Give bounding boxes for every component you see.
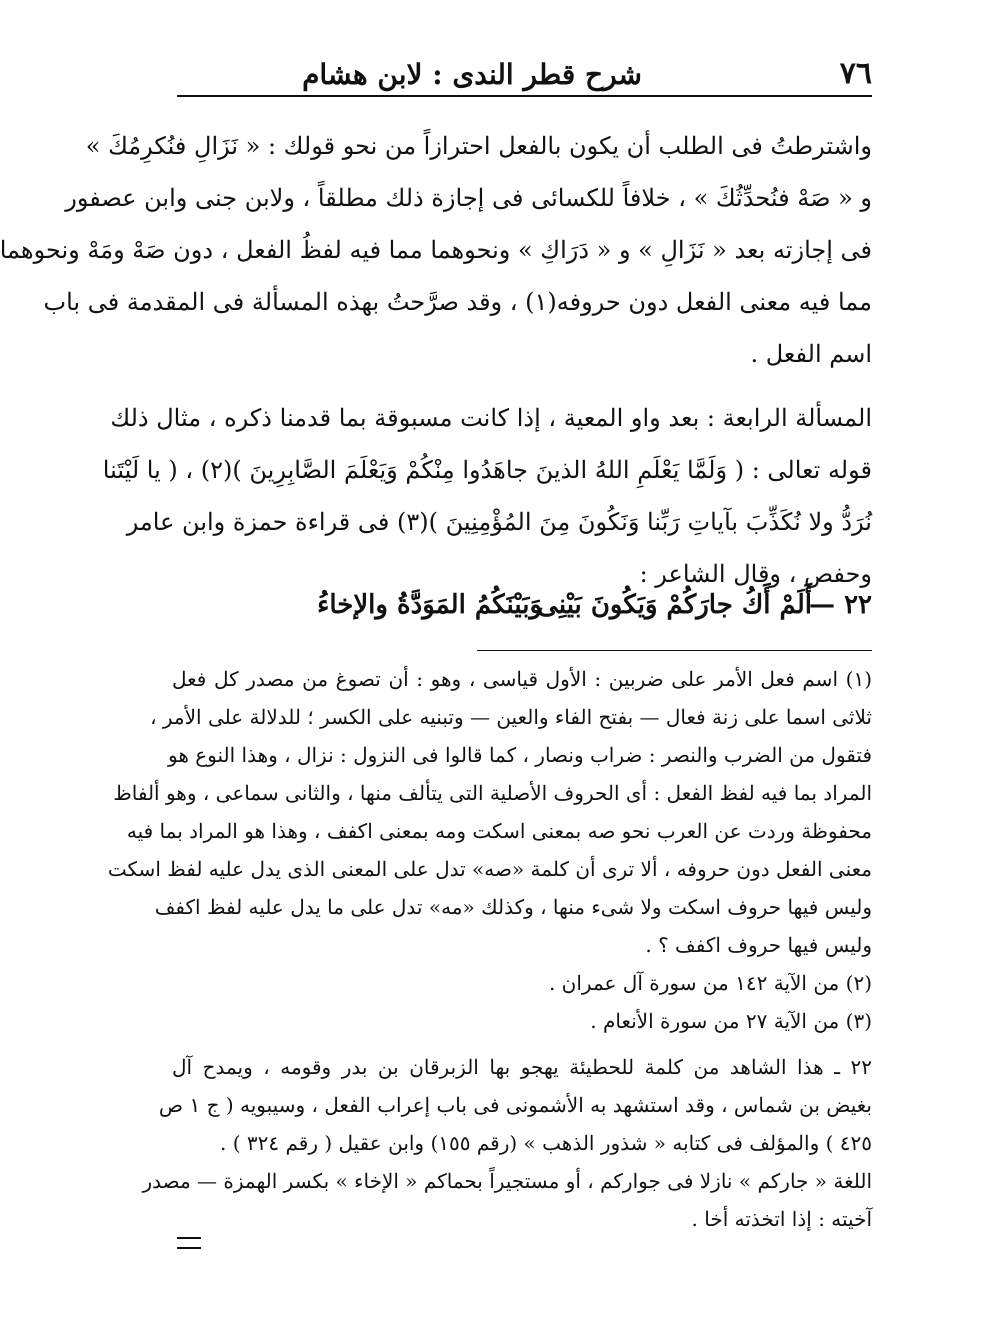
- footnote-line: المراد بما فيه لفظ الفعل : أى الحروف الأصلية التى يتألف منها ، والثانى سماعى ، وهو ألفاظ: [113, 781, 872, 805]
- header-rule: [177, 95, 872, 97]
- footnote-line: محفوظة وردت عن العرب نحو صه بمعنى اسكت ومه بمعنى اكفف ، وهذا هو المراد بما فيه: [126, 819, 872, 843]
- text-line: وحفص ، وقال الشاعر :: [639, 560, 872, 588]
- page-number: ٧٦: [839, 56, 872, 91]
- text-line: المسألة الرابعة : بعد واو المعية ، إذا كانت مسبوقة بما قدمنا ذكره ، مثال ذلك: [110, 404, 872, 432]
- running-title: شرح قطر الندى : لابن هشام: [302, 58, 642, 91]
- footnote-line: آخيته : إذا اتخذته أخا .: [691, 1207, 872, 1231]
- footnote-separator: [477, 650, 872, 651]
- main-text: [0, 120, 872, 600]
- footnote-line: ثلاثى اسما على زنة فعال — بفتح الفاء والعين — وتبنيه على الكسر ؛ للدلالة على الأمر ،: [150, 705, 872, 729]
- footnotes: [107, 660, 872, 1238]
- footnote-line: ٤٢٥ ) والمؤلف فى كتابه « شذور الذهب » (رقم ١٥٥) وابن عقيل ( رقم ٣٢٤ ) .: [219, 1131, 872, 1155]
- text-line: نُرَدُّ ولا نُكَذِّبَ بآياتِ رَبِّنا وَنَكُونَ مِنَ المُؤْمِنِينَ )(٣) فى قراءة حمزة وابن عامر: [126, 508, 872, 536]
- footnote-line: وليس فيها حروف اسكت ولا شىء منها ، وكذلك «مه» تدل على ما يدل عليه لفظ اكفف: [154, 895, 872, 919]
- verse-second-hemistich: وَبَيْنَكُمُ المَوَدَّةُ والإخاءُ: [317, 590, 542, 620]
- verse-first-hemistich: أَلَمْ أَكُ جارَكُمْ وَيَكُونَ بَيْنِى: [537, 590, 812, 620]
- footnote-line: معنى الفعل دون حروفه ، ألا ترى أن كلمة «صه» تدل على المعنى الذى يدل عليه لفظ اسكت: [107, 857, 872, 881]
- poetry-verse: [172, 590, 872, 638]
- footnote-line: (٣) من الآية ٢٧ من سورة الأنعام .: [590, 1009, 872, 1033]
- text-line: و « صَهْ فنُحدِّثُكَ » ، خلافاً للكسائى فى إجازة ذلك مطلقاً ، ولابن جنى وابن عصفور: [65, 184, 872, 212]
- footnote-line: ٢٢ ـ هذا الشاهد من كلمة للحطيئة يهجو بها الزبرقان بن بدر وقومه ، ويمدح آل: [172, 1055, 872, 1079]
- text-line: واشترطتُ فى الطلب أن يكون بالفعل احترازاً من نحو قولك : « نَزَالِ فنُكرِمُكَ »: [85, 132, 872, 160]
- text-line: اسم الفعل .: [750, 340, 872, 368]
- continuation-mark: [177, 1237, 201, 1249]
- text-line: فى إجازته بعد « نَزَالِ » و « دَرَاكِ » ونحوهما مما فيه لفظُ الفعل ، دون صَهْ ومَهْ ونحوهما: [0, 236, 872, 264]
- footnote-line: وليس فيها حروف اكفف ؟ .: [645, 933, 872, 957]
- verse-number: ٢٢ —: [809, 590, 872, 620]
- page-header: [177, 48, 872, 98]
- text-line: قوله تعالى : ( وَلَمَّا يَعْلَمِ اللهُ الذينَ جاهَدُوا مِنْكُمْ وَيَعْلَمَ الصَّابِرِينَ )(٢) ، ( يا لَيْتَنا: [102, 456, 872, 484]
- footnote-line: (٢) من الآية ١٤٢ من سورة آل عمران .: [548, 971, 872, 995]
- footnote-line: بغيض بن شماس ، وقد استشهد به الأشمونى فى باب إعراب الفعل ، وسيبويه ( ج ١ ص: [158, 1093, 872, 1117]
- footnote-line: (١) اسم فعل الأمر على ضربين : الأول قياسى ، وهو : أن تصوغ من مصدر كل فعل: [172, 667, 872, 691]
- text-line: مما فيه معنى الفعل دون حروفه(١) ، وقد صرَّحتُ بهذه المسألة فى المقدمة فى باب: [43, 288, 872, 316]
- footnote-line: اللغة « جاركم » نازلا فى جواركم ، أو مستجيراً بحماكم « الإخاء » بكسر الهمزة — مصدر: [142, 1169, 872, 1193]
- footnote-line: فتقول من الضرب والنصر : ضراب ونصار ، كما قالوا فى النزول : نزال ، وهذا النوع هو: [167, 743, 872, 767]
